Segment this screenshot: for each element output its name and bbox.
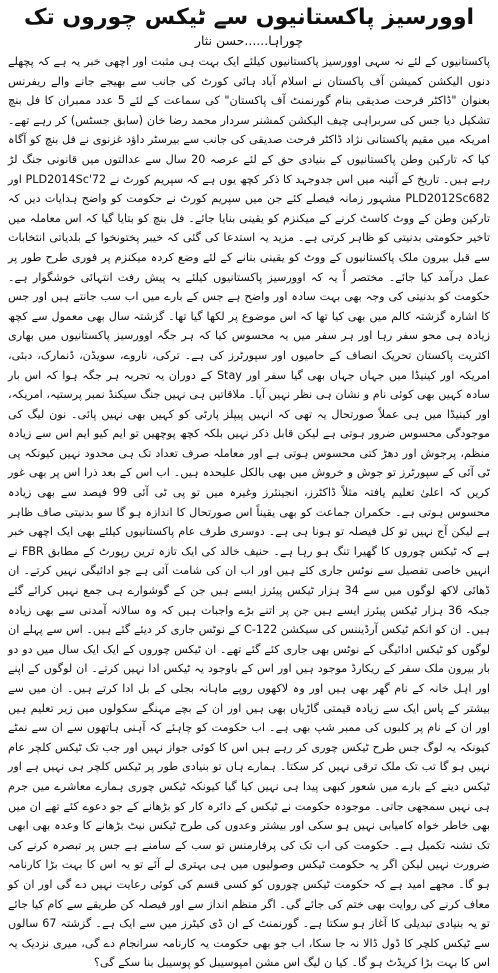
article-body — [8, 52, 491, 970]
article-byline: چوراہا......حسن نثار — [194, 33, 304, 48]
article-body-text: پاکستانیوں کے لئے نہ سہی اوورسیز پاکستانیوں کیلئے ایک بہت ہی مثبت اور اچھی خبر یہ ہے کہ پچھلے دنوں الیکشن کمیشن آف پاکستان نے اسلام آباد ہائی کورٹ کی جانب سے بھیجے جانے والے ریفرنس بعنوان "ڈاکٹر فرحت صدیقی بنام گورنمنٹ آف پاکستان" کی سماعت کے لئے 5 عدد ممبران کا فل بنچ تشکیل دیا جس کی سربراہی چیف الیکشن کمشنر سردار محمد رضا خان (سابق جسٹس) کر رہے تھے۔ امریکہ میں مقیم پاکستانی نژاد ڈاکٹر فرحت صدیقی کی جانب سے بیرسٹر داؤد غزنوی نے فل بنچ کو آگاہ کیا کہ تارکین وطن پاکستانیوں کے بنیادی حق کے لئے عرصہ 20 سال سے عدالتوں میں قانونی جنگ لڑ رہے ہیں۔ تاریخ کے آئینہ میں اس جدوجہد کا ذکر کچھ یوں ہے کہ سپریم کورٹ نے PLD2014Sc'72 اور PLD2012Sc682 مشہور زمانہ فیصلے کئے جن میں سپریم کورٹ نے حکومت کو واضح ہدایات دیں کہ تارکین وطن کے ووٹ کاسٹ کرنے کے میکنزم کو یقینی بنایا جائے۔ فل بنچ کو بتایا گیا کہ اس معاملہ میں تاخیر حکومتی بدنیتی کو ظاہر کرتی ہے۔ مزید یہ استدعا کی گئی کہ خیبر پختونخوا کے بلدیاتی انتخابات سے قبل بیرون ملک پاکستانیوں کے ووٹ کو یقینی بنانے کے لئے وضع کردہ میکنزم پر فوری طرح طور پر عمل درآمد کیا جائے۔ مختصر اً یہ کہ اوورسیز پاکستانیوں کیلئے یہ پیش رفت انتہائی خوشگوار ہے۔ حکومت کو بدنیتی کی وجہ بھی بہت سادہ اور واضح ہے جس کے بارے میں اب سب جانتے ہیں اور جس کا اشارہ گزشتہ کالم میں بھی کیا تھا کہ اس موضوع پر لکھا گیا تھا۔ گزشتہ سال بھی معمول سے کچھ زیادہ ہی محو سفر رہا اور ہر سفر میں یہ محسوس کیا کہ ہر جگہ اوورسیز پاکستانیوں میں بھاری اکثریت پاکستان تحریک انصاف کے حامیوں اور سپورٹرز کی ہے۔ ترکی، ناروے، سویڈن، ڈنمارک، دبئی، امریکہ اور کینیڈا میں جہاں جہاں بھی گیا سفر اور Stay کے دوران یہ تجربہ ہر جگہ ہوا کہ اس بار سادہ کہیں بھی کوئی نام و نشان ہی نظر نہیں آیا۔ ملاقاتیں ہی نہیں جنگ سیکنڈ نمبر پرستیہ، امریکہ، اور کینیڈا میں ہی عملاً صورتحال یہ تھی کہ انہیں پیپلز پارٹی کو کہیں بھی نہیں پائی۔ نون لیگ کی موجودگی محسوس ضرور ہوتی ہے لیکن قابل ذکر نہیں بلکہ کچھ پوچھیں تو ایم کیو ایم اس سے زیادہ منظم، پرجوش اور دھڑ کتی محسوس ہوتی ہے اور معاملہ صرف تعداد تک ہی محدود نہیں کیونکہ پی ٹی آئی کے سپورٹرز تو جوش و خروش میں بھی بالکل علیحدہ ہیں۔ اب اس کے بعد ذرا اس پر بھی غور کریں کہ اعلیٰ تعلیم یافتہ مثلاً ڈاکٹرز، انجینئرز وغیرہ میں تو پی ٹی آئی 99 فیصد سے بھی زیادہ محسوس ہوتی ہے۔ حکمران جماعت کو بھی یقیناً اس صورتحال کا اندازہ ہو گا سو بدنیتی صاف ظاہر ہے لیکن آج نہیں تو کل فیصلہ تو ہونا ہی ہے۔ دوسری طرف عام پاکستانیوں کیلئے بھی ایک اچھی خبر ہے کہ ٹیکس چوروں کا گھیرا تنگ ہو رہا ہے۔ حنیف خالد کی ایک تازہ ترین رپورٹ کے مطابق FBR نے انہیں خاصی تفصیل سے نوٹس جاری کئے ہیں اور اب ان کی شامت آئی ہے جو ادائیگی نہیں کرتے۔ ان ڈھائی لاکھ لوگوں میں سے 34 ہزار ٹیکس پیئرز ایسے ہیں جن کے گوشوارے ہی جمع نہیں کرائے گئے جبکہ 36 ہزار ٹیکس پیئرز ایسے ہیں جن پر اتنے بڑے واجبات ہیں کہ وہ سالانہ آمدنی سے بھی زیادہ ہیں۔ ان کو انکم ٹیکس آرڈیننس کی سیکشن C-122 کے نوٹس جاری کر دیئے گئے ہیں۔ اس سے پہلے ان لوگوں کو ٹیکس ادائیگی کے نوٹس بھی جاری کئے گئے تھے۔ ان ٹیکس چوروں کے ایک ایک سال میں دو دو بار بیرون ملک سفر کے ریکارڈ موجود ہیں اور اس کے باوجود یہ ٹیکس ادا نہیں کرتے۔ ان لوگوں کے اپنے اور اہل خانہ کے نام گھر بھی ہیں اور وہ لاکھوں روپے ماہانہ بجلی کے بل ادا کرتے ہیں۔ ان میں سے بیشتر کے پاس ایک سے زیادہ قیمتی گاڑیاں بھی ہیں اور ان کے بچے مہنگے سکولوں میں زیر تعلیم ہیں اور ان کے نام پر کلبوں کی ممبر شپ بھی ہے۔ اب حکومت کو چاہئے کہ آہنی ہاتھوں سے ان سے نمٹے کیونکہ یہ لوگ جس طرح ٹیکس چوری کر رہے ہیں اس کا کوئی جواز نہیں اور جب تک ٹیکس کلچر عام نہیں ہو گا تب تک ملک ترقی نہیں کر سکتا۔ ہمارے ہاں تو بنیادی طور پر ٹیکس کلچر ہی نہیں ہے اور ٹیکس دینے کے بارے میں شعور کبھی پیدا ہی نہیں کیا گیا کیونکہ ٹیکس چوری ہمارے معاشرے میں جرم ہی نہیں سمجھی جاتی۔ موجودہ حکومت نے ٹیکس کے دائرہ کار کو بڑھانے کے جو دعوے کئے تھے ان میں بھی خاطر خواہ کامیابی نہیں ہو سکی اور بیشتر وعدوں کی طرح ٹیکس نیٹ بڑھانے کا وعدہ بھی ابھی تک تشنہ تکمیل ہے۔ حکومت کی اب تک کی پرفارمنس تو سب کے سامنے ہے جس پر تبصرہ کرنے کی ضرورت نہیں لیکن اگر یہ حکومت ٹیکس وصولیوں میں ہی بہتری لے آئے تو یہ اس کا بہت بڑا کارنامہ ہو گا۔ مجھے امید ہے کہ حکومت ٹیکس چوروں کو کسی قسم کی کوئی رعایت نہیں دے گی اور ان کو معاف کرنے کی روایت بھی ختم کی جائے گی۔ اگر منظم انداز سے اور فیصلہ کن طریقے سے کام کیا جائے تو یہ بنیادی تبدیلی کا آغاز ہو سکتا ہے۔ گورنمنٹ کے ان ڈی کیٹرز میں سے ایک ہے۔ گزشتہ 67 سالوں سے ٹیکس کلچر کا ڈول ڈالا نہ جا سکا، اب جو بھی حکومت یہ کارنامہ سرانجام دے گی، میری نزدیک یہ اس کا بہت بڑا کریڈٹ ہو گا۔ کیا ن لیگ اس مشن امپوسیبل کو پوسیبل بنا سکے گی؟ — [8, 55, 491, 970]
article-headline: اوورسیز پاکستانیوں سے ٹیکس چوروں تک — [23, 5, 475, 30]
